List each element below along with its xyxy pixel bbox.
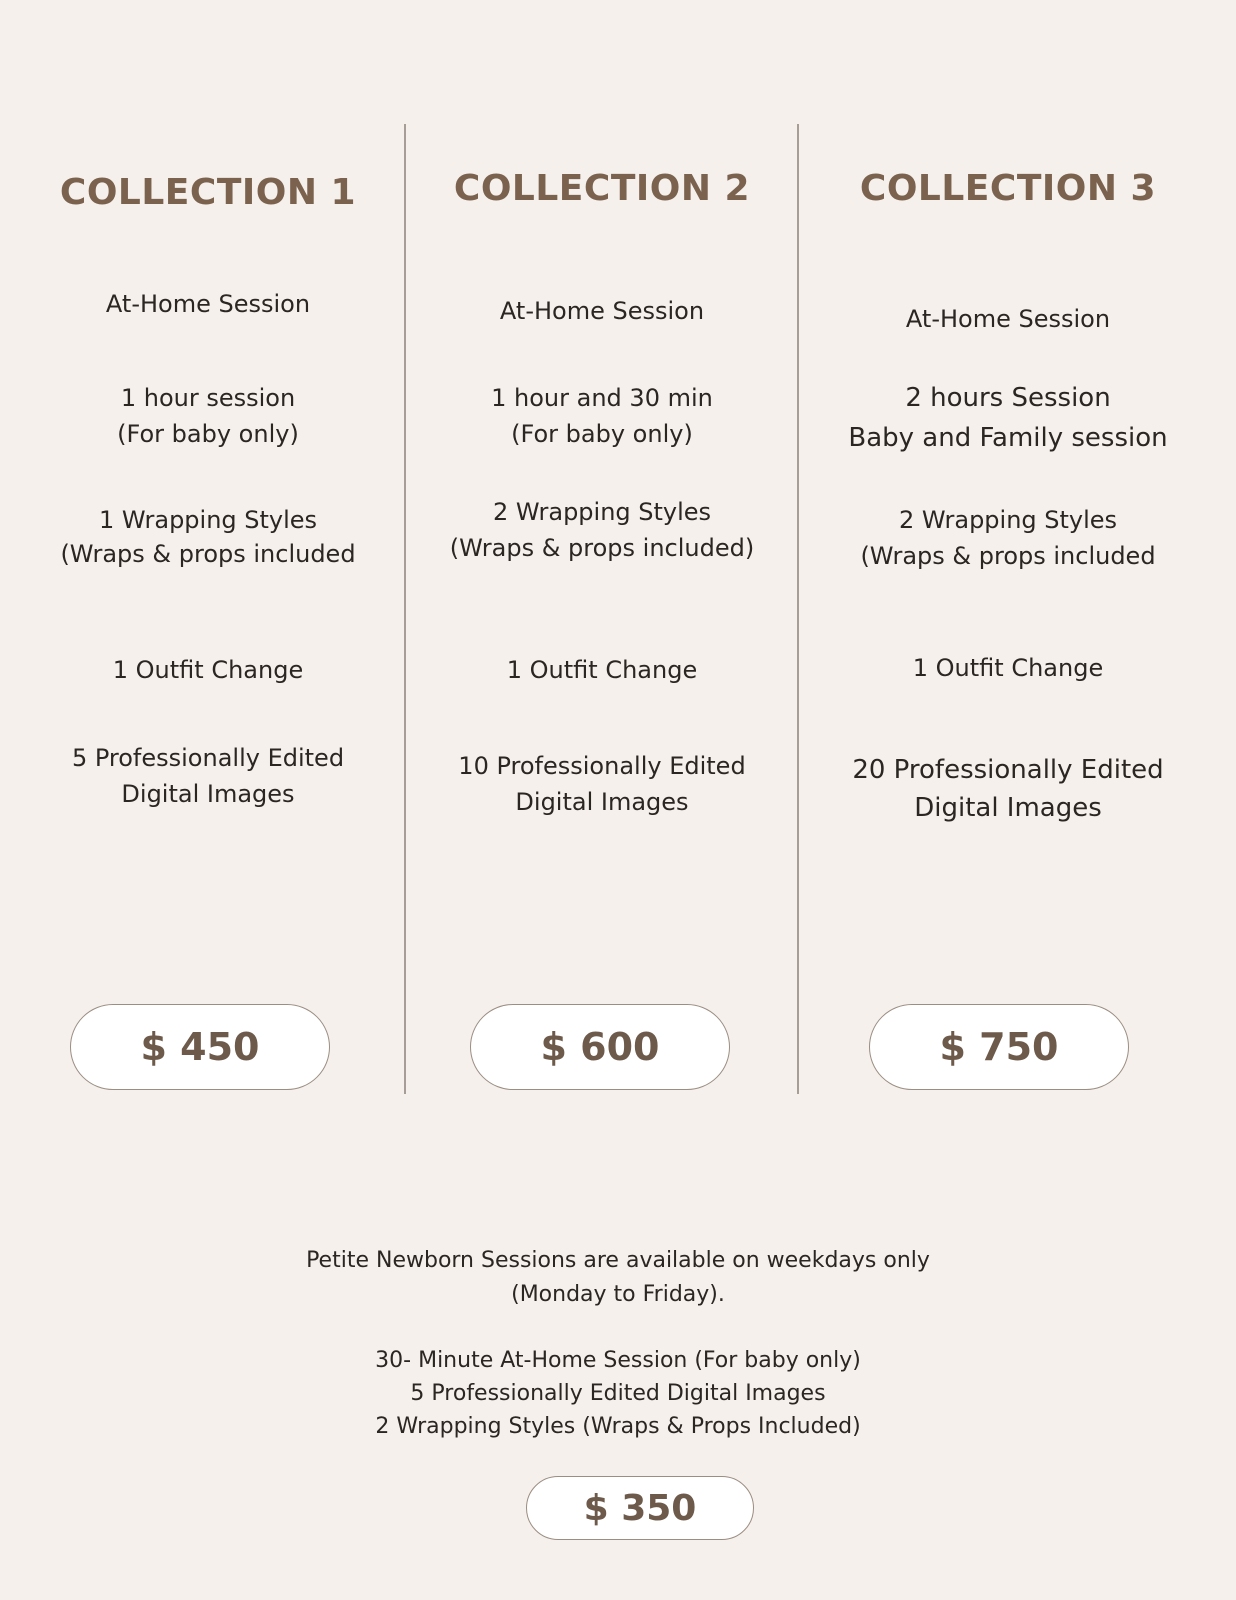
petite-availability-line-2: (Monday to Friday). xyxy=(511,1282,725,1307)
price-badge-collection-1: $ 450 xyxy=(70,1004,330,1090)
divider-2 xyxy=(797,124,799,1094)
images-line-1: 10 Professionally Edited xyxy=(458,752,746,780)
wrapping-line-1: 2 Wrapping Styles xyxy=(492,498,712,526)
wrapping-line-1: 1 Wrapping Styles xyxy=(98,506,318,534)
divider-1 xyxy=(404,124,406,1094)
outfit-change: 1 Outfit Change xyxy=(912,654,1104,682)
collection-title: COLLECTION 3 xyxy=(859,168,1157,209)
outfit-change: 1 Outfit Change xyxy=(112,656,304,684)
session-type: At-Home Session xyxy=(499,297,705,325)
petite-detail-session: 30- Minute At-Home Session (For baby only) xyxy=(375,1348,861,1373)
images-line-2: Digital Images xyxy=(914,793,1102,823)
price-badge-collection-3: $ 750 xyxy=(869,1004,1129,1090)
duration-line-2: (For baby only) xyxy=(511,420,693,448)
petite-detail-wrapping: 2 Wrapping Styles (Wraps & Props Included) xyxy=(375,1414,861,1439)
collection-title: COLLECTION 1 xyxy=(59,172,357,213)
outfit-change: 1 Outfit Change xyxy=(506,656,698,684)
wrapping-line-2: (Wraps & props included) xyxy=(449,534,755,562)
price-badge-collection-2: $ 600 xyxy=(470,1004,730,1090)
petite-availability-line-1: Petite Newborn Sessions are available on weekdays only xyxy=(306,1248,930,1273)
wrapping-line-1: 2 Wrapping Styles xyxy=(898,506,1118,534)
petite-detail-images: 5 Professionally Edited Digital Images xyxy=(410,1381,826,1406)
images-line-2: Digital Images xyxy=(121,780,295,808)
images-line-1: 20 Professionally Edited xyxy=(852,755,1164,785)
collection-1 xyxy=(18,0,398,1100)
duration-line-1: 1 hour session xyxy=(120,384,296,412)
duration-line-2: Baby and Family session xyxy=(848,423,1168,453)
collection-title: COLLECTION 2 xyxy=(453,168,751,209)
duration-line-1: 2 hours Session xyxy=(905,383,1111,413)
images-line-2: Digital Images xyxy=(515,788,689,816)
duration-line-2: (For baby only) xyxy=(117,420,299,448)
duration-line-1: 1 hour and 30 min xyxy=(491,384,713,412)
session-type: At-Home Session xyxy=(105,290,311,318)
collection-3 xyxy=(818,0,1198,1100)
collection-2 xyxy=(412,0,792,1100)
wrapping-line-2: (Wraps & props included xyxy=(860,542,1156,570)
session-type: At-Home Session xyxy=(905,305,1111,333)
images-line-1: 5 Professionally Edited xyxy=(71,744,345,772)
wrapping-line-2: (Wraps & props included xyxy=(60,540,356,568)
price-badge-petite: $ 350 xyxy=(526,1476,754,1540)
